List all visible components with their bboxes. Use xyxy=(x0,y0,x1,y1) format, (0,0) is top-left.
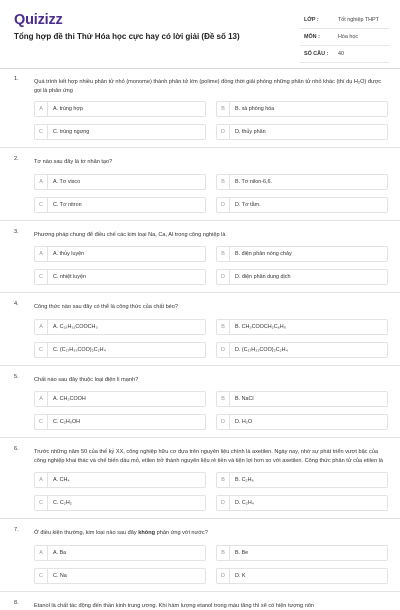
option-text: C. C₂H₂ xyxy=(53,496,72,510)
question-text: Quá trình kết hợp nhiều phân tử nhỏ (monome) thành phân tử lớn (polime) đồng thời giải phóng những phân tử nhỏ khác (thí dụ H₂O) được gọi là phản ứng xyxy=(34,76,384,95)
answer-options xyxy=(34,319,386,365)
option-a[interactable] xyxy=(34,101,206,117)
option-a[interactable] xyxy=(34,174,206,190)
question-text: Phương pháp chung để điều chế các kim loại Na, Ca, Al trong công nghiệp là xyxy=(34,229,384,240)
question-number: 4. xyxy=(14,301,19,307)
question-divider xyxy=(0,437,400,438)
question-number: 6. xyxy=(14,446,19,452)
option-a[interactable] xyxy=(34,391,206,407)
option-letter: B xyxy=(217,473,230,487)
question-number: 2. xyxy=(14,156,19,162)
option-letter: A xyxy=(35,320,48,334)
question-divider xyxy=(0,591,400,592)
question-text-part: Ở điều kiện thường, kim loại nào sau đây xyxy=(34,530,138,536)
option-text: A. trùng hợp xyxy=(53,102,83,116)
option-d[interactable] xyxy=(216,197,388,213)
option-d[interactable] xyxy=(216,124,388,140)
option-text: D. C₂H₄ xyxy=(235,496,254,510)
option-text: A. Tơ visco xyxy=(53,175,80,189)
option-d[interactable] xyxy=(216,269,388,285)
question-6 xyxy=(0,446,400,518)
question-7 xyxy=(0,527,400,591)
worksheet-meta xyxy=(300,12,390,63)
option-text: D. K xyxy=(235,569,245,583)
class-value: Tốt nghiệp THPT xyxy=(338,17,379,23)
option-c[interactable] xyxy=(34,124,206,140)
option-b[interactable] xyxy=(216,391,388,407)
option-letter: A xyxy=(35,175,48,189)
option-letter: C xyxy=(35,270,48,284)
class-label: LỚP : xyxy=(304,17,319,23)
option-text: B. Tơ nilon-6,6. xyxy=(235,175,272,189)
question-2 xyxy=(0,156,400,220)
option-text: D. điện phân dung dịch xyxy=(235,270,290,284)
question-count-value: 40 xyxy=(338,51,344,57)
option-letter: B xyxy=(217,392,230,406)
option-c[interactable] xyxy=(34,342,206,358)
option-c[interactable] xyxy=(34,269,206,285)
answer-options xyxy=(34,472,386,518)
question-number: 5. xyxy=(14,374,19,380)
question-1 xyxy=(0,76,400,147)
question-divider xyxy=(0,292,400,293)
question-text: Tơ nào sau đây là tơ nhân tạo? xyxy=(34,156,384,167)
option-letter: D xyxy=(217,125,230,139)
option-b[interactable] xyxy=(216,472,388,488)
option-text: A. thủy luyện xyxy=(53,247,84,261)
question-text: Công thức nào sau đây có thể là công thức của chất béo? xyxy=(34,301,384,312)
option-text: C. nhiệt luyện xyxy=(53,270,86,284)
quizizz-logo: Quizizz xyxy=(14,12,63,28)
option-letter: D xyxy=(217,343,230,357)
answer-options xyxy=(34,246,386,292)
option-text: D. H₂O xyxy=(235,415,252,429)
question-divider xyxy=(0,147,400,148)
option-text: B. xà phòng hóa xyxy=(235,102,274,116)
option-text: D. Tơ tằm. xyxy=(235,198,261,212)
option-c[interactable] xyxy=(34,568,206,584)
option-text: B. điện phân nóng chảy xyxy=(235,247,292,261)
option-letter: A xyxy=(35,546,48,560)
option-letter: A xyxy=(35,102,48,116)
option-letter: A xyxy=(35,473,48,487)
answer-options xyxy=(34,174,386,220)
option-b[interactable] xyxy=(216,246,388,262)
option-letter: A xyxy=(35,392,48,406)
meta-row-subject xyxy=(300,29,390,46)
question-3 xyxy=(0,229,400,293)
question-number: 8. xyxy=(14,600,19,606)
option-letter: D xyxy=(217,569,230,583)
option-a[interactable] xyxy=(34,319,206,335)
option-text: D. thủy phân xyxy=(235,125,266,139)
option-letter: B xyxy=(217,102,230,116)
question-8 xyxy=(0,600,400,610)
option-letter: B xyxy=(217,546,230,560)
question-divider xyxy=(0,220,400,221)
option-text: A. CH₄ xyxy=(53,473,70,487)
option-letter: C xyxy=(35,569,48,583)
option-text: C. Tơ nitron xyxy=(53,198,82,212)
meta-row-count xyxy=(300,46,390,63)
option-letter: B xyxy=(217,247,230,261)
question-number: 1. xyxy=(14,76,19,82)
option-letter: C xyxy=(35,198,48,212)
question-list xyxy=(0,76,400,610)
question-divider xyxy=(0,518,400,519)
question-divider xyxy=(0,365,400,366)
option-text: B. CH₃COOCH₂C₆H₅ xyxy=(235,320,286,334)
option-text: C. (C₁₇H₃₃COO)₂C₂H₄ xyxy=(53,343,106,357)
option-text: B. C₂H₆ xyxy=(235,473,254,487)
answer-options xyxy=(34,101,386,147)
option-text: A. CH₃COOH xyxy=(53,392,86,406)
option-b[interactable] xyxy=(216,101,388,117)
option-letter: C xyxy=(35,415,48,429)
option-text: C. C₂H₅OH xyxy=(53,415,80,429)
option-text: A. Ba xyxy=(53,546,66,560)
option-text: B. Be xyxy=(235,546,248,560)
option-letter: D xyxy=(217,270,230,284)
option-text: B. NaCl xyxy=(235,392,254,406)
question-text: Trước những năm 50 của thế kỷ XX, công nghiệp hữu cơ dựa trên nguyên liệu chính là axetilen. Ngày nay, nhờ sự phát triển vượt bậc của công nghiệp khai thác và chế biến dầu mỏ, etilen trở thành nguyên liệu rẻ tiền và tiện lợi hơn so với axetilen. Công thức phân tử của etilen là xyxy=(34,446,384,465)
question-text xyxy=(34,527,384,538)
page-title: Tổng hợp đề thi Thử Hóa học cực hay có lời giải (Đề số 13) xyxy=(14,32,240,41)
option-d[interactable] xyxy=(216,568,388,584)
question-number: 7. xyxy=(14,527,19,533)
option-text: C. Na xyxy=(53,569,67,583)
option-text: A. C₁₅H₃₁COOCH₃ xyxy=(53,320,98,334)
option-b[interactable] xyxy=(216,319,388,335)
question-count-label: SỐ CÂU : xyxy=(304,51,328,57)
question-text: Chất nào sau đây thuộc loại điện li mạnh? xyxy=(34,374,384,385)
answer-options xyxy=(34,391,386,437)
question-number: 3. xyxy=(14,229,19,235)
option-a[interactable] xyxy=(34,472,206,488)
question-text-emphasis: không xyxy=(138,530,155,536)
option-letter: D xyxy=(217,496,230,510)
subject-label: MÔN : xyxy=(304,34,320,40)
option-c[interactable] xyxy=(34,495,206,511)
option-a[interactable] xyxy=(34,246,206,262)
option-letter: A xyxy=(35,247,48,261)
answer-options xyxy=(34,545,386,591)
option-letter: C xyxy=(35,125,48,139)
option-letter: C xyxy=(35,496,48,510)
option-d[interactable] xyxy=(216,342,388,358)
subject-value: Hóa học xyxy=(338,34,358,40)
question-text-part: phản ứng với nước? xyxy=(155,530,208,536)
option-c[interactable] xyxy=(34,197,206,213)
option-letter: B xyxy=(217,320,230,334)
question-text: Etanol là chất tác động đến thần kinh trung ương. Khi hàm lượng etanol trong máu tăng thì sẽ có hiện tượng nôn xyxy=(34,600,384,610)
header-divider xyxy=(0,68,400,69)
option-text: C. trùng ngưng xyxy=(53,125,89,139)
meta-row-class xyxy=(300,12,390,29)
option-letter: C xyxy=(35,343,48,357)
option-d[interactable] xyxy=(216,414,388,430)
option-c[interactable] xyxy=(34,414,206,430)
question-5 xyxy=(0,374,400,438)
option-letter: D xyxy=(217,198,230,212)
option-b[interactable] xyxy=(216,545,388,561)
option-a[interactable] xyxy=(34,545,206,561)
option-b[interactable] xyxy=(216,174,388,190)
option-letter: B xyxy=(217,175,230,189)
option-letter: D xyxy=(217,415,230,429)
worksheet-header xyxy=(0,0,400,66)
question-4 xyxy=(0,301,400,365)
option-d[interactable] xyxy=(216,495,388,511)
option-text: D. (C₁₇H₃₃COO)₂C₂H₄ xyxy=(235,343,288,357)
